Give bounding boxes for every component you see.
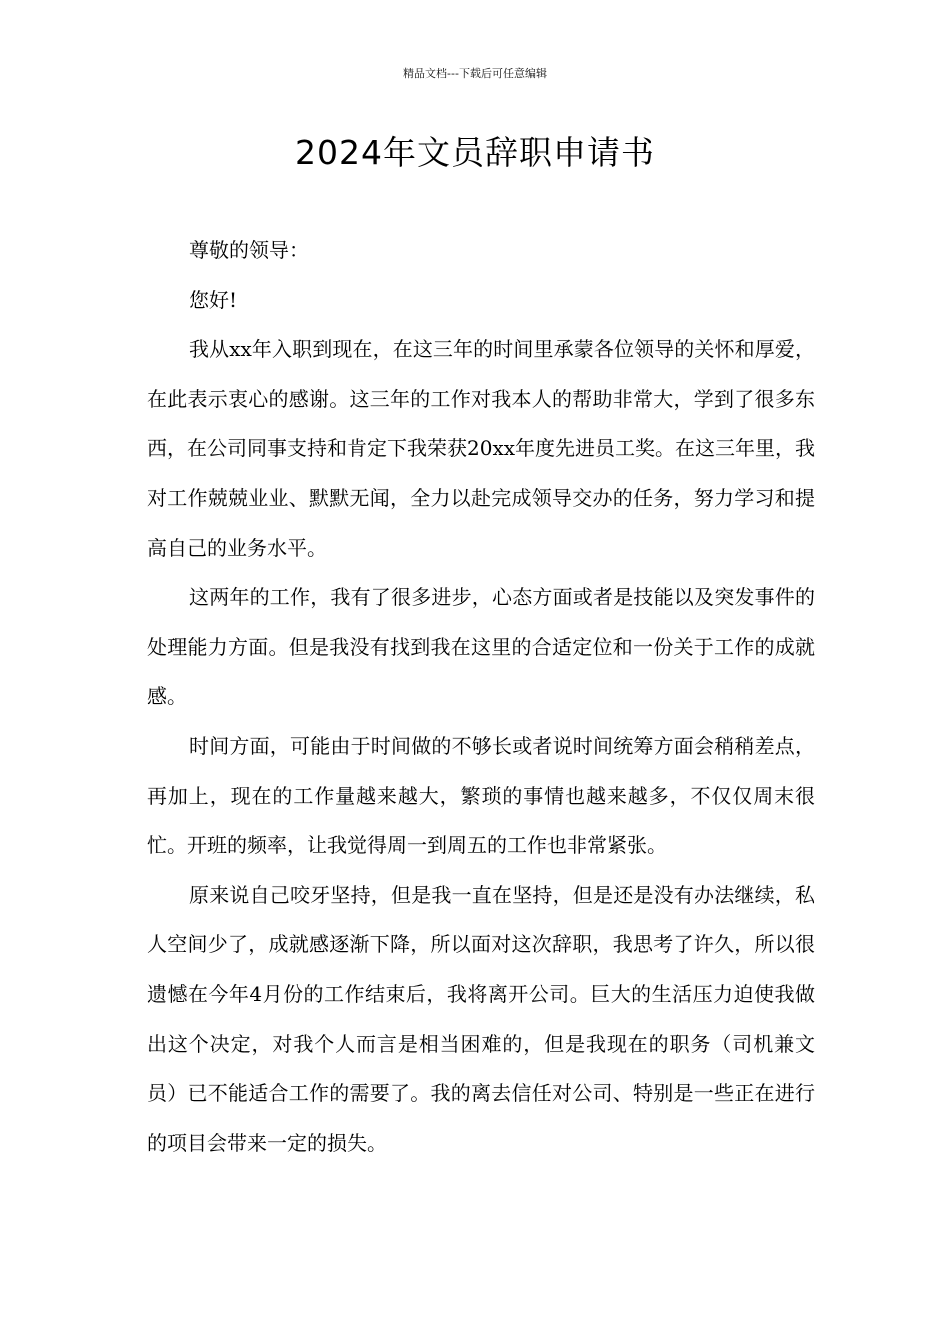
- body-paragraph-3: 时间方面，可能由于时间做的不够长或者说时间统筹方面会稍稍差点，再加上，现在的工作量越来越大，繁琐的事情也越来越多，不仅仅周末很忙。开班的频率，让我觉得周一到周五的工作也非常紧张。: [147, 733, 815, 858]
- document-title: 2024年文员辞职申请书: [295, 133, 655, 172]
- page-header-note: 精品文档---下载后可任意编辑: [403, 67, 547, 80]
- body-paragraph-2: 这两年的工作，我有了很多进步，心态方面或者是技能以及突发事件的处理能力方面。但是我没有找到我在这里的合适定位和一份关于工作的成就感。: [147, 585, 815, 709]
- body-paragraph-4: 原来说自己咬牙坚持，但是我一直在坚持，但是还是没有办法继续，私人空间少了，成就感逐渐下降，所以面对这次辞职，我思考了许久，所以很遗憾在今年4月份的工作结束后，我将离开公司。巨大的生活压力迫使我做出这个决定，对我个人而言是相当困难的，但是我现在的职务（司机兼文员）已不能适合工作的需要了。我的离去信任对公司、特别是一些正在进行的项目会带来一定的损失。: [147, 882, 815, 1155]
- document-body: [147, 226, 815, 1168]
- greeting: 您好!: [189, 287, 238, 312]
- body-paragraph-1: 我从xx年入职到现在，在这三年的时间里承蒙各位领导的关怀和厚爱，在此表示衷心的感谢。这三年的工作对我本人的帮助非常大，学到了很多东西，在公司同事支持和肯定下我荣获20xx年度先进员工奖。在这三年里，我对工作兢兢业业、默默无闻，全力以赴完成领导交办的任务，努力学习和提高自己的业务水平。: [147, 337, 816, 560]
- salutation: 尊敬的领导：: [189, 238, 309, 262]
